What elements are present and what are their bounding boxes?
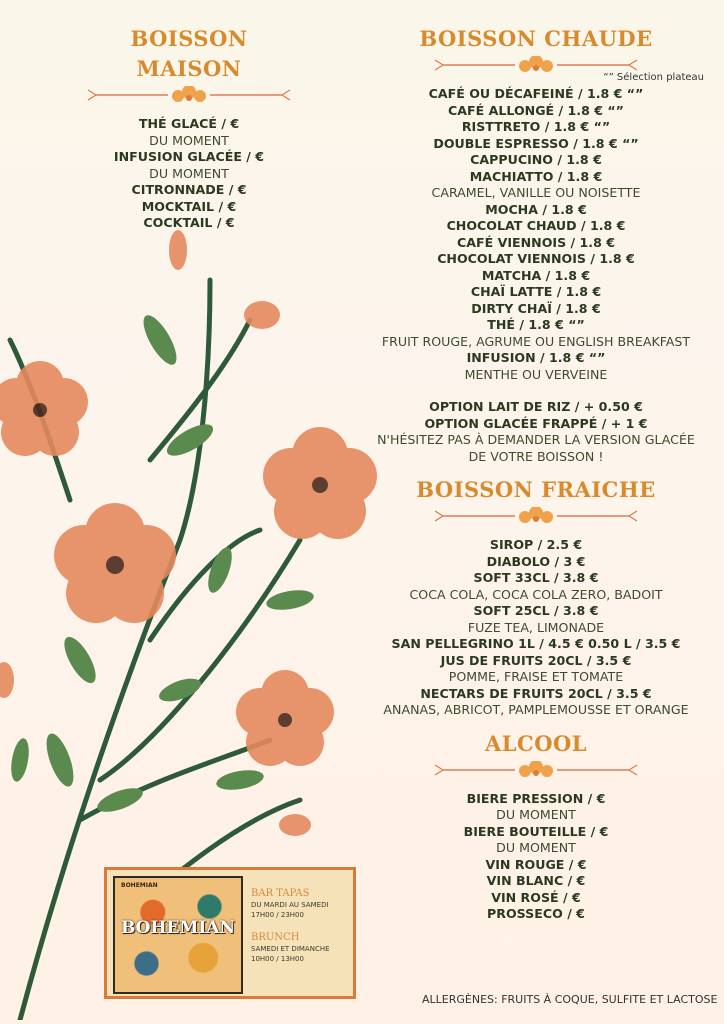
menu-item: DOUBLE ESPRESSO / 1.8 € “” [433,135,639,151]
menu-item: DIABOLO / 3 € [486,553,586,569]
section-boisson-fraiche [366,475,706,719]
menu-item: MOCKTAIL / € [141,198,237,214]
logo-wordmark: BOHEMIAN [120,918,235,938]
menu-item-description: POMME, FRAISE ET TOMATE [448,669,624,684]
brunch-days: SAMEDI ET DIMANCHE [251,945,330,953]
menu-item: RISTTRETO / 1.8 € “” [461,119,611,134]
menu-item-description: MENTHE OU VERVEINE [464,366,608,382]
bar-tapas-days: DU MARDI AU SAMEDI [251,901,329,909]
menu-list [366,86,706,383]
menu-item: SOFT 25CL / 3.8 € [473,603,599,618]
menu-item: CAFÉ OU DÉCAFEINÉ / 1.8 € “” [428,86,644,101]
menu-item-description: DU MOMENT [496,840,576,855]
menu-item-description: DU MOMENT [149,165,229,181]
menu-item: COCKTAIL / € [143,215,235,230]
menu-item: CAFÉ VIENNOIS / 1.8 € [457,234,615,250]
menu-item: CAPPUCINO / 1.8 € [470,152,602,167]
menu-item: DIRTY CHAÏ / 1.8 € [471,300,601,316]
menu-item-description: ANANAS, ABRICOT, PAMPLEMOUSSE ET ORANGE [383,702,689,717]
menu-item: VIN BLANC / € [486,873,586,888]
menu-item-description: N'HÉSITEZ PAS À DEMANDER LA VERSION GLACÉE [377,432,695,447]
menu-item: MOCHA / 1.8 € [485,201,587,217]
menu-item-description: DU MOMENT [149,132,229,148]
ornament-divider-icon [80,86,298,104]
menu-list [366,791,706,923]
menu-item: CHAÏ LATTE / 1.8 € [470,284,602,299]
menu-item: INFUSION / 1.8 € “” [466,350,606,365]
section-boisson-chaude [366,24,706,923]
menu-item: CHOCOLAT CHAUD / 1.8 € [446,218,626,233]
menu-item: NECTARS DE FRUITS 20CL / 3.5 € [420,685,652,701]
menu-item: JUS DE FRUITS 20CL / 3.5 € [440,652,632,668]
options-list [366,399,706,465]
section-title: BOISSON MAISON [130,26,248,81]
brunch-heading: BRUNCH [251,932,300,943]
menu-item: MATCHA / 1.8 € [481,267,591,283]
ornament-divider-icon [366,507,706,525]
brunch-hours: 10H00 / 13H00 [251,955,304,963]
bar-tapas-heading: BAR TAPAS [251,888,310,899]
menu-item: OPTION GLACÉE FRAPPÉ / + 1 € [424,415,648,431]
menu-item: VIN ROSÉ / € [491,889,581,905]
menu-list [80,116,298,232]
menu-list [366,537,706,719]
bar-tapas-hours: 17H00 / 23H00 [251,911,304,919]
menu-item: BIERE BOUTEILLE / € [463,823,609,839]
menu-item: SOFT 33CL / 3.8 € [473,570,599,585]
menu-item-description: FRUIT ROUGE, AGRUME OU ENGLISH BREAKFAST [381,333,691,349]
menu-item: BIERE PRESSION / € [466,790,606,806]
menu-item: THÉ / 1.8 € “” [487,317,585,332]
menu-item-description: FUZE TEA, LIMONADE [467,619,605,635]
opening-hours [251,888,351,964]
bohemian-info-card [104,867,356,999]
menu-item: CAFÉ ALLONGÉ / 1.8 € “” [448,102,624,118]
menu-item: SAN PELLEGRINO 1L / 4.5 € 0.50 L / 3.5 € [391,636,681,651]
menu-item: THÉ GLACÉ / € [138,116,240,131]
section-title: BOISSON FRAICHE [416,477,656,502]
section-boisson-maison [80,24,298,232]
allergens-note: ALLERGÈNES: FRUITS À COQUE, SULFITE ET LACTOSE [422,993,718,1006]
menu-item: OPTION LAIT DE RIZ / + 0.50 € [429,399,643,414]
logo-small-text: BOHEMIAN [121,882,158,889]
ornament-divider-icon [366,761,706,779]
menu-item: VIN ROUGE / € [485,856,587,872]
menu-item-description: DE VOTRE BOISSON ! [468,448,604,464]
bohemian-logo [113,876,243,994]
section-title: ALCOOL [484,730,588,756]
menu-item: MACHIATTO / 1.8 € [469,168,603,184]
menu-item-description: COCA COLA, COCA COLA ZERO, BADOIT [409,586,663,602]
menu-item-description: DU MOMENT [496,807,576,822]
menu-item: SIROP / 2.5 € [489,537,583,552]
section-alcool [366,729,706,923]
menu-item: INFUSION GLACÉE / € [113,149,265,164]
selection-plateau-note: “” Sélection plateau [603,72,704,83]
section-title: BOISSON CHAUDE [419,26,653,51]
menu-item-description: CARAMEL, VANILLE OU NOISETTE [431,185,641,200]
menu-item: CITRONNADE / € [131,182,247,197]
menu-item: PROSSECO / € [487,906,585,921]
menu-item: CHOCOLAT VIENNOIS / 1.8 € [437,251,635,266]
